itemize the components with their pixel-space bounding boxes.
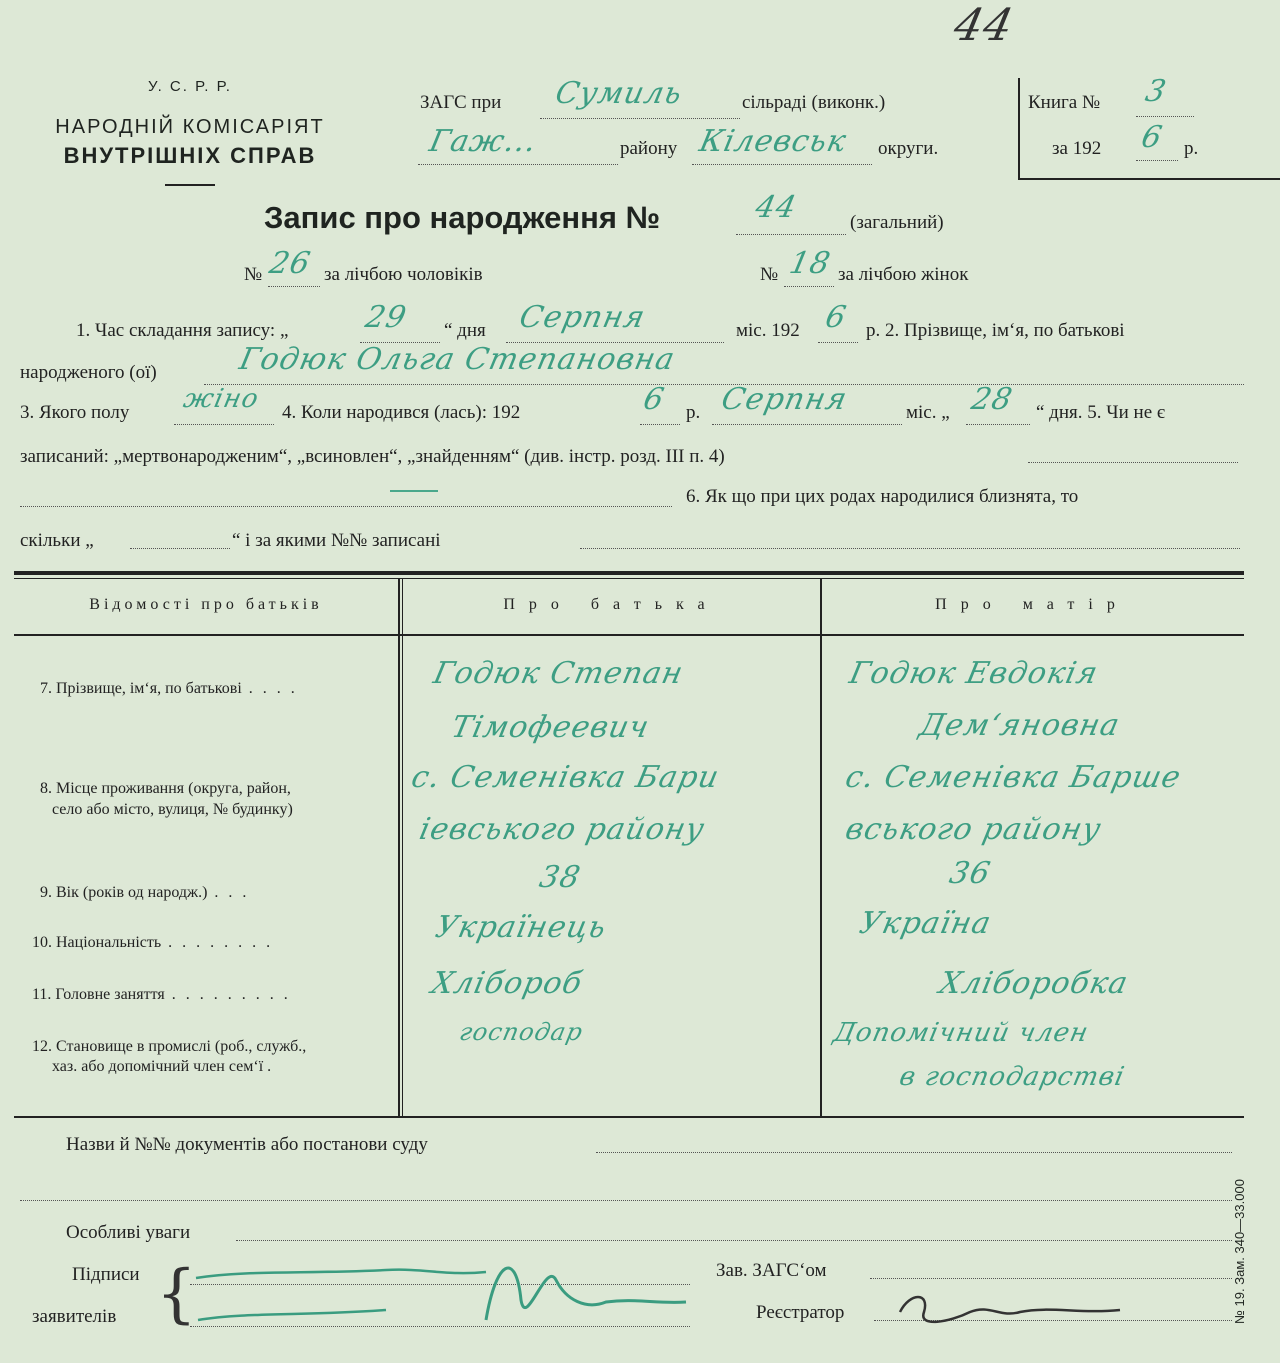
sex-underline: [174, 424, 274, 425]
field-1-day-label: “ дня: [444, 320, 486, 341]
table-col-divider-1: [398, 578, 400, 1116]
table-top-rule-thin: [14, 578, 1244, 579]
head-label: Зав. ЗАГС‘ом: [716, 1260, 827, 1281]
row-12-label: 12. Становище в промислі (роб., служб.,: [32, 1038, 307, 1055]
child-name: Годюк Ольга Степановна: [236, 342, 679, 377]
row-9-label: 9. Вік (років од народж.) . . .: [40, 884, 250, 901]
male-count-underline: [268, 286, 320, 287]
registrar-signature: [890, 1282, 1130, 1342]
father-residence-2: іевського району: [416, 812, 709, 847]
father-status: господар: [457, 1018, 586, 1046]
record-title: Запис про народження №: [264, 200, 661, 235]
child-label: народженого (ої): [20, 362, 157, 383]
book-box-left: [1018, 78, 1020, 180]
female-count-label: за лічбою жінок: [838, 264, 969, 285]
record-number: 44: [752, 190, 800, 225]
father-name-2: Тімофеевич: [448, 710, 653, 745]
okrug-underline: [692, 164, 872, 165]
row-10-label: 10. Національність . . . . . . . .: [32, 934, 274, 951]
female-count-underline: [784, 286, 834, 287]
table-col-divider-2: [820, 578, 822, 1116]
head-dots: [870, 1278, 1232, 1279]
mother-nationality: Україна: [856, 906, 995, 941]
birth-day-underline: [966, 424, 1030, 425]
year-underline: [818, 342, 858, 343]
father-residence-1: с. Семенівка Бари: [408, 760, 723, 795]
signatures-label: Підписи: [72, 1264, 140, 1285]
mother-age: 36: [946, 856, 994, 891]
book-year-label: за 192: [1052, 138, 1102, 159]
mother-residence-2: вського району: [842, 812, 1105, 847]
table-top-rule: [14, 571, 1244, 575]
row-8-label: 8. Місце проживання (округа, район,: [40, 780, 291, 797]
father-nationality: Українець: [432, 910, 610, 945]
district-underline: [418, 164, 618, 165]
table-header-rule: [14, 634, 1244, 636]
sex-label: 3. Якого полу: [20, 402, 130, 423]
record-year: 6: [822, 300, 850, 335]
zags-prefix: ЗАГС при: [420, 92, 502, 113]
documents-label: Назви й №№ документів або постанови суду: [66, 1134, 428, 1155]
father-age: 38: [536, 860, 584, 895]
row-11-label: 11. Головне заняття . . . . . . . . .: [32, 986, 291, 1003]
birth-year: 6: [640, 382, 668, 417]
applicant-signatures: [186, 1240, 706, 1340]
field-5-label: “ дня. 5. Чи не є: [1036, 402, 1166, 423]
book-year-underline: [1136, 160, 1178, 161]
stillborn-dots: [1028, 462, 1238, 463]
row-7-label: 7. Прізвище, ім‘я, по батькові . . . .: [40, 680, 298, 697]
commissariat-label: НАРОДНІЙ КОМІСАРІЯТ: [55, 116, 325, 138]
stillborn-label: записаний: „мертвонародженим“, „всиновлен“, „знайденням“ (див. інстр. розд. III п. 4): [20, 446, 725, 467]
village-underline: [540, 118, 740, 119]
father-occupation: Хлібороб: [428, 966, 586, 1001]
record-month: Серпня: [516, 300, 649, 335]
book-label: Книга №: [1028, 92, 1101, 113]
male-count-label: за лічбою чоловіків: [324, 264, 483, 285]
birth-day: 28: [968, 382, 1016, 417]
registrar-label: Реєстратор: [756, 1302, 845, 1323]
council-label: сільраді (виконк.): [742, 92, 886, 113]
book-number-underline: [1136, 116, 1194, 117]
sex-value: жіно: [180, 384, 262, 414]
field-1-label: 1. Час складання запису: „: [76, 320, 289, 341]
birth-month: Серпня: [718, 382, 851, 417]
birth-year-suffix: р.: [686, 402, 701, 423]
birth-day-label: міс. „: [906, 402, 950, 423]
department-label: ВНУТРІШНІХ СПРАВ: [63, 143, 317, 168]
mother-name-1: Годюк Евдокія: [846, 656, 1102, 691]
male-count: 26: [266, 246, 314, 281]
village-handwriting: Сумиль: [552, 76, 686, 111]
twins-numbers-dots: [580, 548, 1240, 549]
row-8-label-2: село або місто, вулиця, № будинку): [52, 801, 293, 818]
republic-label: У. С. Р. Р.: [148, 78, 232, 95]
book-year-suffix: р.: [1184, 138, 1199, 159]
twins-count-label: скільки „: [20, 530, 94, 551]
corner-number: 44: [949, 0, 1019, 51]
mother-name-2: Дем‘яновна: [916, 708, 1124, 743]
birth-date-label: 4. Коли народився (лась): 192: [282, 402, 521, 423]
table-bottom-rule: [14, 1116, 1244, 1118]
birth-month-underline: [712, 424, 902, 425]
book-year: 6: [1138, 120, 1166, 155]
twins-numbers-label: “ і за якими №№ записані: [232, 530, 441, 551]
documents-dots-2: [20, 1200, 1232, 1201]
table-col-divider-1b: [402, 578, 403, 1116]
header-rule: [165, 184, 215, 186]
mother-residence-1: с. Семенівка Барше: [842, 760, 1185, 795]
field-1-year-label: міс. 192: [736, 320, 800, 341]
birth-year-underline: [640, 424, 680, 425]
mother-occupation: Хліборобка: [936, 966, 1132, 1001]
book-box-bottom: [1018, 178, 1280, 180]
table-header-mother: Про матір: [935, 596, 1129, 613]
field-2-label: р. 2. Прізвище, ім‘я, по батькові: [866, 320, 1125, 341]
side-print: № 19. Зам. 340—33.000: [1232, 1179, 1247, 1324]
twins-count-dots: [130, 548, 230, 549]
signatures-brace: {: [156, 1257, 197, 1331]
male-no-sign: №: [244, 264, 263, 285]
mother-status-2: в господарстві: [896, 1062, 1128, 1092]
notes-label: Особливі уваги: [66, 1222, 191, 1243]
okrug-handwriting: Кілевськ: [696, 124, 850, 159]
father-name-1: Годюк Степан: [430, 656, 687, 691]
documents-dots: [596, 1152, 1232, 1153]
record-number-underline: [736, 234, 846, 235]
handwritten-dash: [390, 490, 438, 492]
female-count: 18: [786, 246, 834, 281]
row-12-label-2: хаз. або допомічний член сем‘ї .: [52, 1058, 272, 1075]
record-number-suffix: (загальний): [850, 212, 944, 233]
book-number: 3: [1142, 74, 1170, 109]
record-day: 29: [362, 300, 410, 335]
applicants-label: заявителів: [32, 1306, 117, 1327]
okrug-label: округи.: [878, 138, 939, 159]
mother-status-1: Допомічний член: [830, 1018, 1092, 1048]
district-handwriting: Гаж...: [426, 124, 541, 159]
table-header-parents: Відомості про батьків: [89, 596, 323, 613]
table-header-father: Про батька: [503, 596, 719, 613]
twins-label: 6. Як що при цих родах народилися близнята, то: [686, 486, 1079, 507]
line5-dots: [20, 506, 672, 507]
district-label: району: [620, 138, 678, 159]
female-no-sign: №: [760, 264, 779, 285]
